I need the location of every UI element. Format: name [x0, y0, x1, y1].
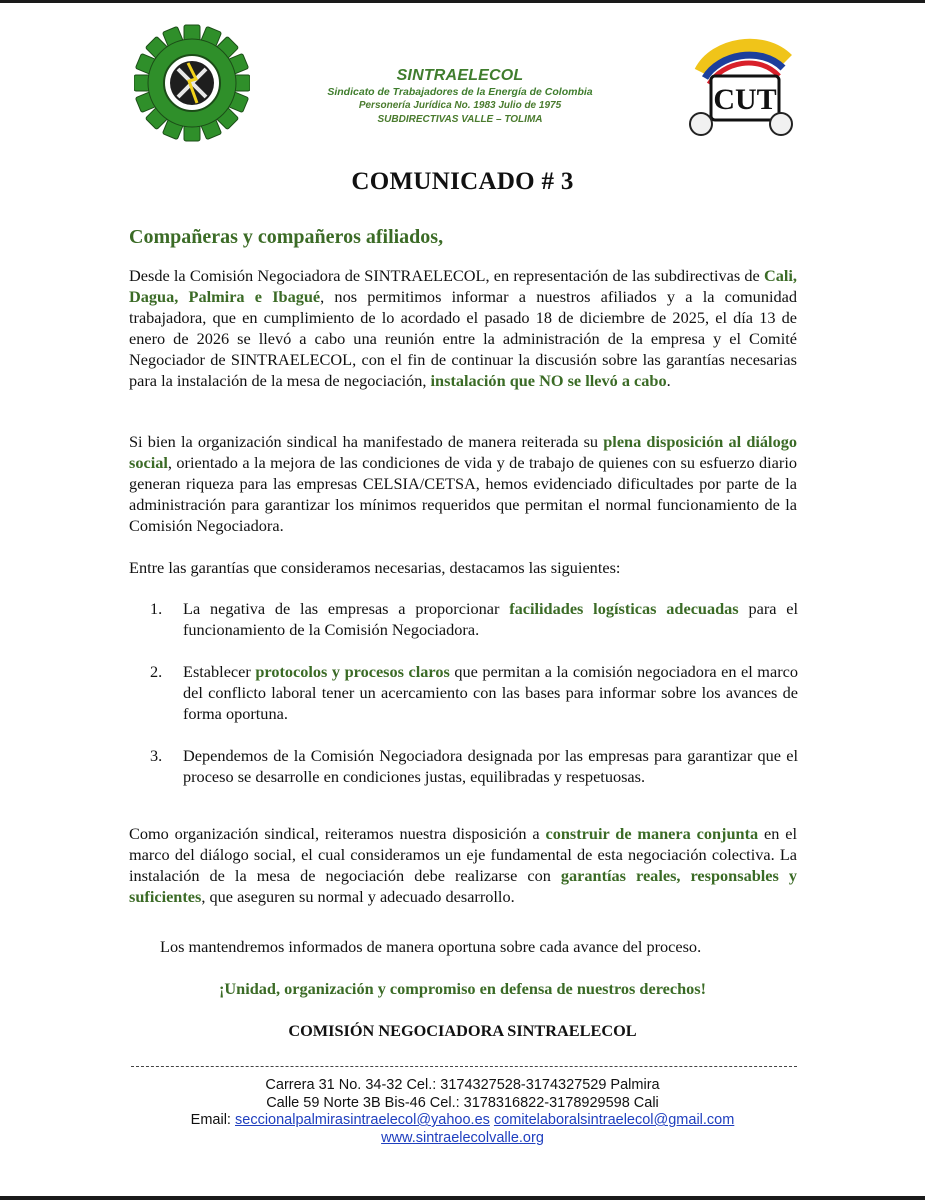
- page-bottom-border: [0, 1196, 925, 1200]
- paragraph-guarantees-intro: Entre las garantías que consideramos necesarias, destacamos las siguientes:: [129, 558, 621, 577]
- footer-address-palmira: Carrera 31 No. 34-32 Cel.: 3174327528-3174327529 Palmira: [265, 1077, 660, 1093]
- document-title: COMUNICADO # 3: [351, 168, 574, 195]
- sintraelecol-gear-logo: [134, 24, 250, 142]
- footer-email-line: [0, 1112, 925, 1130]
- list-number: 1.: [150, 599, 163, 618]
- subdirectivas: SUBDIRECTIVAS VALLE – TOLIMA: [377, 114, 543, 125]
- footer-divider: [131, 1066, 797, 1067]
- list-text: Dependemos de la Comisión Negociadora designada por las empresas para garantizar que el proceso se desarrolle en condiciones justas, equilibradas y respetuosas.: [183, 746, 798, 786]
- list-text: La negativa de las empresas a proporcionar facilidades logísticas adecuadas para el funcionamiento de la Comisión Negociadora.: [183, 599, 799, 639]
- signature: COMISIÓN NEGOCIADORA SINTRAELECOL: [288, 1021, 637, 1040]
- paragraph-commitment: Como organización sindical, reiteramos nuestra disposición a construir de manera conjunta en el marco del diálogo social, el cual consideramos un eje fundamental de esta negociación colectiva. La instalación de la mesa de negociación debe realizarse con garantías reales, responsables y suficientes, que aseguren su normal y adecuado desarrollo.: [129, 824, 798, 906]
- greeting: Compañeras y compañeros afiliados,: [129, 226, 444, 248]
- list-number: 3.: [150, 746, 163, 765]
- website-link[interactable]: www.sintraelecolvalle.org: [381, 1129, 544, 1146]
- closing-line: Los mantendremos informados de manera oportuna sobre cada avance del proceso.: [160, 937, 702, 956]
- cut-logo: [683, 38, 799, 144]
- paragraph-dialogue: Si bien la organización sindical ha manifestado de manera reiterada su plena disposición al diálogo social, orientado a la mejora de las condiciones de vida y de trabajo de quienes con su esfuerzo diario generan riqueza para las empresas CELSIA/CETSA, hemos evidenciado dificultades por parte de la administración para garantizar los mínimos requeridos que permitan el normal funcionamiento de la Comisión Negociadora.: [129, 432, 797, 535]
- org-name: SINTRAELECOL: [396, 67, 524, 84]
- slogan: ¡Unidad, organización y compromiso en defensa de nuestros derechos!: [218, 979, 707, 998]
- email-link-palmira[interactable]: seccionalpalmirasintraelecol@yahoo.es: [235, 1112, 490, 1128]
- paragraph-intro: Desde la Comisión Negociadora de SINTRAELECOL, en representación de las subdirectivas de Cali, Dagua, Palmira e Ibagué, nos permitimos informar a nuestros afiliados y a la comunidad trabajadora, que en cumplimiento de lo acordado el pasado 18 de diciembre de 2025, el día 13 de enero de 2026 se llevó a cabo una reunión entre la administración de la empresa y el Comité Negociador de SINTRAELECOL, con el fin de continuar la discusión sobre las garantías necesarias para la instalación de la mesa de negociación, instalación que NO se llevó a cabo.: [129, 266, 797, 390]
- email-link-comite[interactable]: comitelaboralsintraelecol@gmail.com: [493, 1112, 735, 1128]
- legal-registration: Personería Jurídica No. 1983 Julio de 1975: [358, 100, 562, 111]
- page-top-border: [0, 0, 925, 3]
- footer-address-cali: Calle 59 Norte 3B Bis-46 Cel.: 3178316822-3178929598 Cali: [266, 1094, 659, 1111]
- footer: [0, 1077, 925, 1147]
- cut-logo-text: CUT: [713, 83, 777, 116]
- list-text: Establecer protocolos y procesos claros que permitan a la comisión negociadora en el marco del conflicto laboral tener un acercamiento con las bases para informar sobre los avances de forma oportuna.: [183, 662, 798, 723]
- list-number: 2.: [150, 662, 163, 681]
- email-label: Email:: [190, 1112, 235, 1128]
- org-full-name: Sindicato de Trabajadores de la Energía de Colombia: [327, 86, 593, 98]
- letterhead: [300, 66, 620, 127]
